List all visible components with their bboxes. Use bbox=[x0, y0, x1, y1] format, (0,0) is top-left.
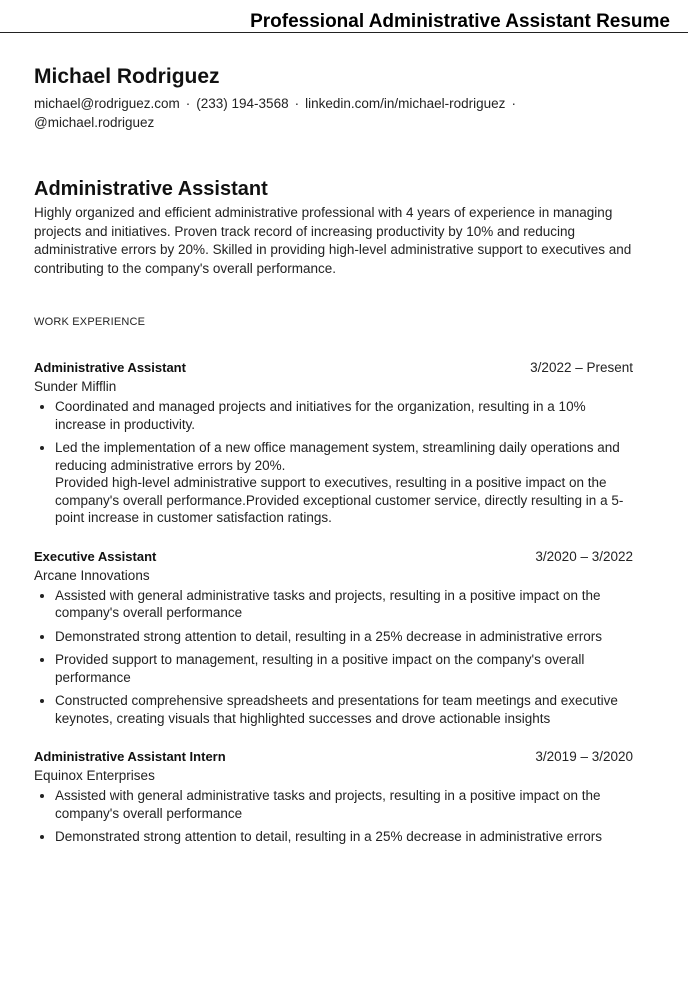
work-bullet-text: Demonstrated strong attention to detail, resulting in a 25% decrease in administrative errors bbox=[55, 628, 603, 644]
work-bullet bbox=[55, 651, 634, 686]
work-company: Sunder Mifflin bbox=[34, 379, 117, 394]
work-bullet-list bbox=[34, 787, 634, 846]
separator: · bbox=[511, 96, 516, 111]
work-bullet-continuation: Provided high-level administrative support to executives, resulting in a positive impact on the company's overall performance.Provided exceptional customer service, directly resulting in a 5-point increase in customer satisfaction ratings. bbox=[55, 475, 624, 525]
work-bullet-text: Assisted with general administrative tasks and projects, resulting in a positive impact on the company's overall performance bbox=[55, 587, 601, 620]
work-role: Executive Assistant bbox=[34, 548, 157, 564]
work-entry-header bbox=[34, 549, 634, 564]
banner-title: Professional Administrative Assistant Resume bbox=[250, 11, 670, 32]
work-bullet bbox=[55, 587, 634, 622]
work-role: Administrative Assistant Intern bbox=[34, 749, 226, 764]
summary-text: Highly organized and efficient administrative professional with 4 years of experience in managing projects and initiatives. Proven track record of increasing productivity by 10% and reducing administrative errors by 20%. Skilled in providing high-level administrative support to executives and contributing to the company's overall performance. bbox=[34, 205, 632, 276]
phone-text: (233) 194-3568 bbox=[196, 96, 289, 111]
resume bbox=[34, 64, 634, 852]
work-company: Equinox Enterprises bbox=[34, 768, 155, 783]
work-role: Administrative Assistant bbox=[34, 360, 186, 375]
work-bullet-text: Led the implementation of a new office management system, streamlining daily operations and reducing administrative errors by 20%. bbox=[55, 440, 620, 473]
work-dates: 3/2022 – Present bbox=[530, 360, 633, 375]
work-bullet-list bbox=[34, 398, 634, 527]
work-bullet-text: Assisted with general administrative tasks and projects, resulting in a positive impact on the company's overall performance bbox=[55, 788, 601, 821]
work-company: Arcane Innovations bbox=[34, 567, 150, 583]
work-bullet-text: Demonstrated strong attention to detail, resulting in a 25% decrease in administrative errors bbox=[55, 829, 603, 844]
work-bullet-text: Provided support to management, resulting in a positive impact on the company's overall performance bbox=[55, 652, 585, 685]
document-banner bbox=[0, 0, 688, 33]
work-bullet-text: Coordinated and managed projects and initiatives for the organization, resulting in a 10% increase in productivity. bbox=[55, 399, 586, 432]
separator: · bbox=[294, 96, 300, 111]
work-bullet-list bbox=[34, 587, 634, 728]
work-bullet bbox=[55, 787, 634, 822]
work-bullet bbox=[55, 439, 634, 527]
work-bullet-text: Constructed comprehensive spreadsheets and presentations for team meetings and executive keynotes, creating visuals that highlighted successes and drove actionable insights bbox=[55, 693, 618, 726]
work-bullet bbox=[55, 828, 634, 846]
work-dates: 3/2019 – 3/2020 bbox=[535, 749, 633, 764]
work-experience-list bbox=[34, 360, 634, 846]
work-bullet bbox=[55, 398, 634, 433]
email-text: michael@rodriguez.com bbox=[34, 96, 180, 111]
work-bullet bbox=[55, 628, 634, 646]
handle-text: @michael.rodriguez bbox=[34, 115, 155, 130]
section-heading-work-experience: WORK EXPERIENCE bbox=[34, 316, 146, 328]
summary-title: Administrative Assistant bbox=[34, 178, 268, 200]
work-entry-header bbox=[34, 749, 634, 764]
work-bullet bbox=[55, 692, 634, 727]
work-dates: 3/2020 – 3/2022 bbox=[535, 548, 633, 564]
contact-line bbox=[34, 94, 634, 132]
linkedin-text: linkedin.com/in/michael-rodriguez bbox=[305, 96, 506, 111]
candidate-name: Michael Rodriguez bbox=[34, 65, 220, 88]
work-entry-header bbox=[34, 360, 634, 375]
work-entry bbox=[34, 360, 634, 527]
separator: · bbox=[185, 96, 191, 111]
work-entry bbox=[34, 749, 634, 846]
work-entry bbox=[34, 549, 634, 728]
